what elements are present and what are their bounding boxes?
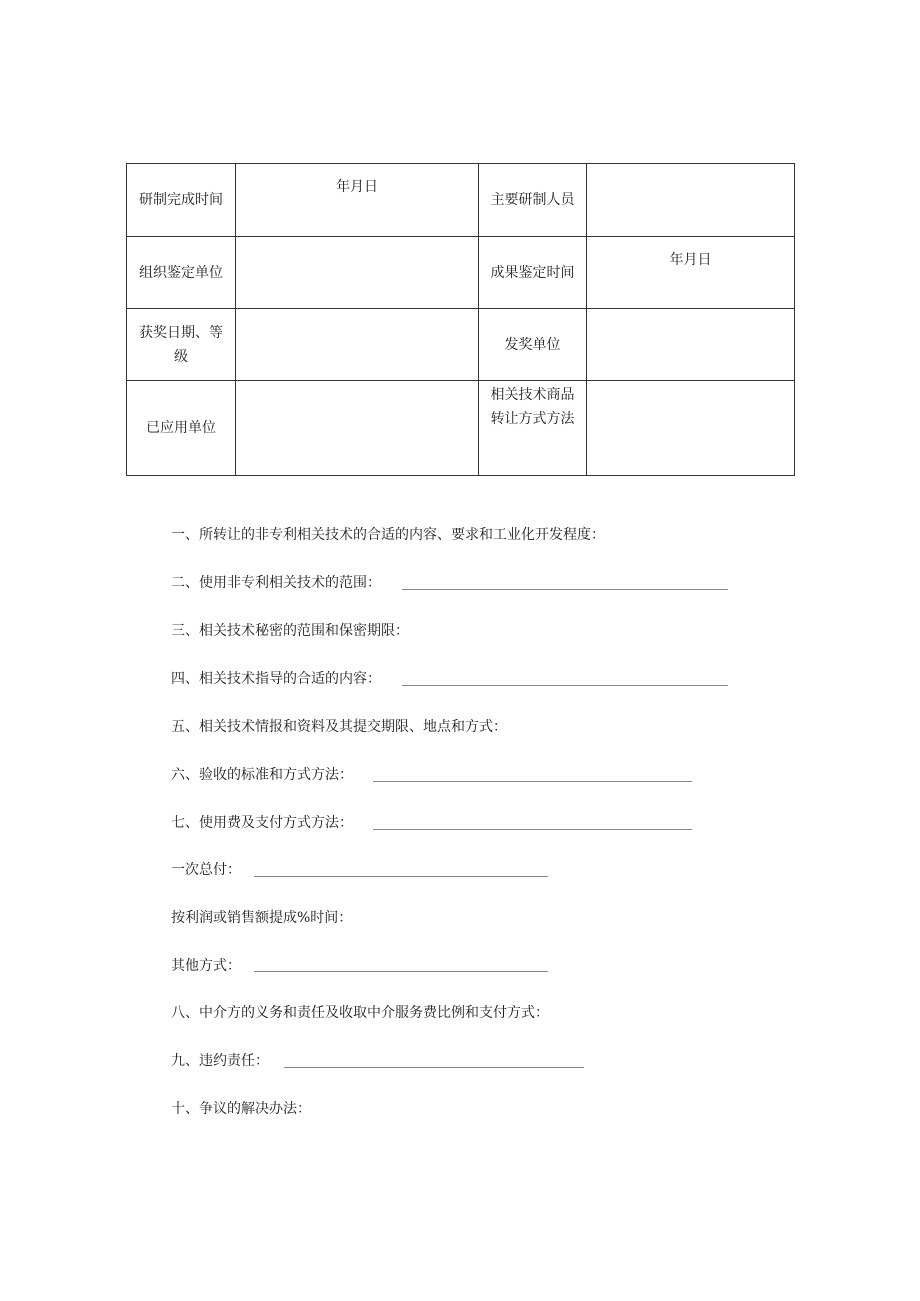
clause-7-blank[interactable] (373, 829, 692, 830)
clause-9-blank[interactable] (284, 1067, 584, 1068)
value-award-date-level[interactable] (236, 309, 479, 381)
lump-sum-payment: 一次总付： (171, 862, 241, 878)
label-appraisal-org: 组织鉴定单位 (127, 237, 236, 309)
clause-8-intermediary: 八、中介方的义务和责任及收取中介服务费比例和支付方式： (171, 1005, 549, 1021)
clause-6-acceptance: 六、验收的标准和方式方法： (171, 767, 353, 783)
royalty-payment: 按利润或销售额提成%时间： (171, 910, 353, 926)
clause-6-blank[interactable] (373, 781, 692, 782)
clause-7-fees: 七、使用费及支付方式方法： (171, 815, 353, 831)
label-transfer-method: 相关技术商品转让方式方法 (479, 381, 587, 476)
clause-10-disputes: 十、争议的解决办法： (171, 1101, 311, 1117)
clause-4-blank[interactable] (402, 685, 728, 686)
label-award-date-level: 获奖日期、等级 (127, 309, 236, 381)
clause-2-scope: 二、使用非专利相关技术的范围： (171, 575, 381, 591)
table-row (127, 381, 795, 476)
lump-sum-blank[interactable] (254, 876, 548, 877)
other-payment: 其他方式： (171, 958, 241, 974)
table-row (127, 164, 795, 237)
table-row (127, 237, 795, 309)
value-appraisal-org[interactable] (236, 237, 479, 309)
label-appraisal-time: 成果鉴定时间 (479, 237, 587, 309)
value-appraisal-time[interactable]: 年月日 (587, 237, 795, 309)
other-payment-blank[interactable] (254, 971, 548, 972)
clause-9-liability: 九、违约责任： (171, 1053, 269, 1069)
value-applied-units[interactable] (236, 381, 479, 476)
clause-4-guidance: 四、相关技术指导的合适的内容： (171, 671, 381, 687)
info-table (126, 163, 795, 476)
label-applied-units: 已应用单位 (127, 381, 236, 476)
label-completion-time: 研制完成时间 (127, 164, 236, 237)
value-transfer-method[interactable] (587, 381, 795, 476)
label-award-org: 发奖单位 (479, 309, 587, 381)
value-award-org[interactable] (587, 309, 795, 381)
clause-5-materials: 五、相关技术情报和资料及其提交期限、地点和方式： (171, 719, 507, 735)
clause-3-secrecy: 三、相关技术秘密的范围和保密期限： (171, 623, 409, 639)
value-completion-time[interactable]: 年月日 (236, 164, 479, 237)
value-main-researchers[interactable] (587, 164, 795, 237)
label-main-researchers: 主要研制人员 (479, 164, 587, 237)
table-row (127, 309, 795, 381)
clause-2-blank[interactable] (402, 589, 728, 590)
clause-1-content-requirements: 一、所转让的非专利相关技术的合适的内容、要求和工业化开发程度： (171, 527, 605, 543)
